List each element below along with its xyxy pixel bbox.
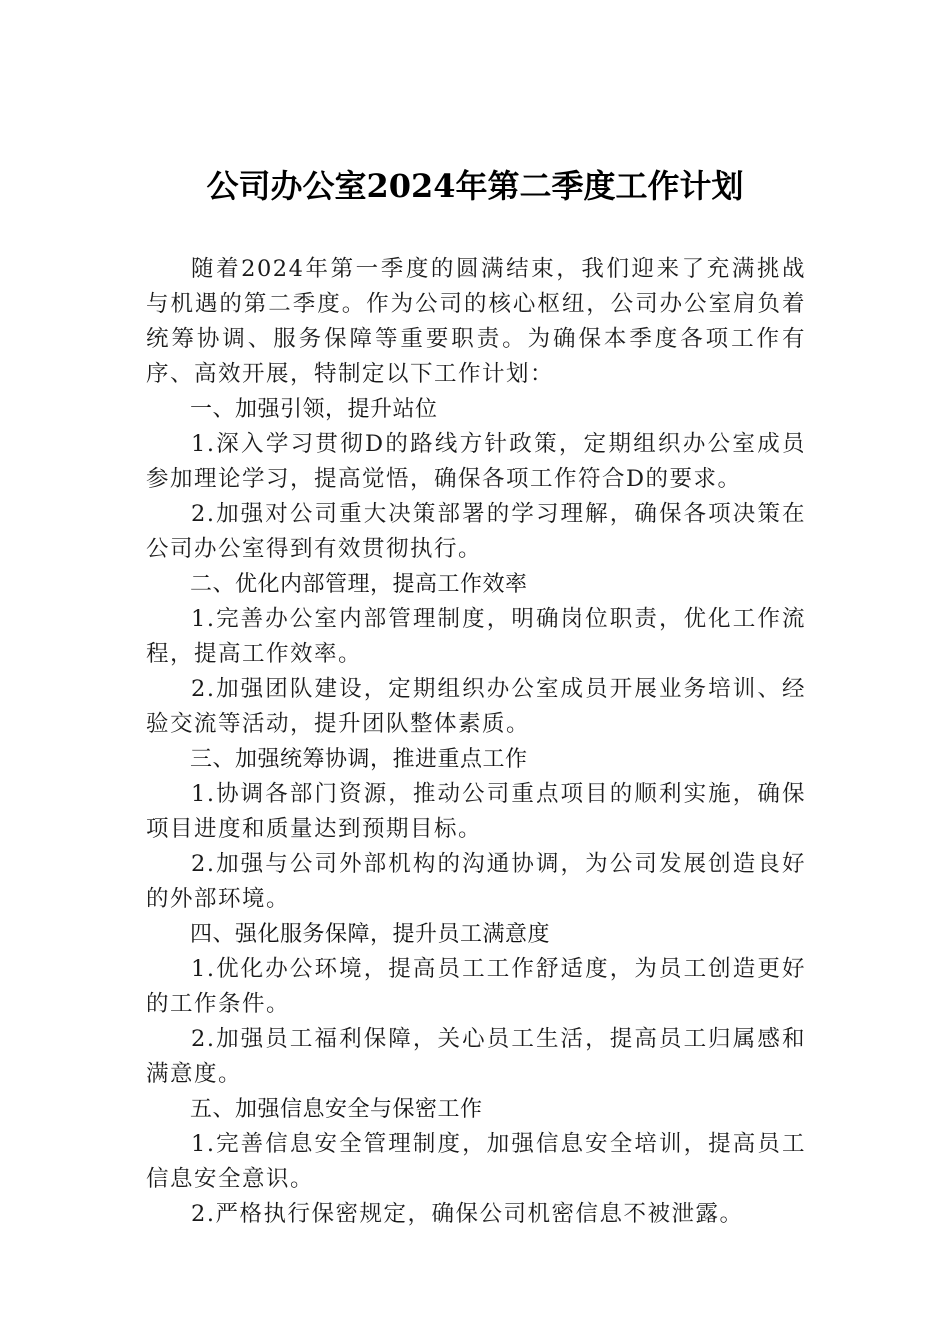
section-item: 2.加强员工福利保障，关心员工生活，提高员工归属感和满意度。: [146, 1026, 806, 1087]
section-item: 1.完善信息安全管理制度，加强信息安全培训，提高员工信息安全意识。: [146, 1131, 806, 1192]
section-heading: 四、强化服务保障，提升员工满意度: [190, 922, 551, 947]
section-item: 2.加强团队建设，定期组织办公室成员开展业务培训、经验交流等活动，提升团队整体素质。: [146, 676, 806, 737]
section-item: 1.深入学习贯彻D的路线方针政策，定期组织办公室成员参加理论学习，提高觉悟，确保各项工作符合D的要求。: [146, 431, 806, 492]
document-body: [146, 252, 806, 1232]
section-item: 1.完善办公室内部管理制度，明确岗位职责，优化工作流程，提高工作效率。: [146, 606, 806, 667]
section-heading: 二、优化内部管理，提高工作效率: [190, 572, 528, 597]
section-item: 2.加强对公司重大决策部署的学习理解，确保各项决策在公司办公室得到有效贯彻执行。: [146, 501, 806, 562]
section-heading: 三、加强统筹协调，推进重点工作: [190, 747, 528, 772]
section-item: 2.严格执行保密规定，确保公司机密信息不被泄露。: [191, 1201, 744, 1227]
document-title: 公司办公室2024年第二季度工作计划: [206, 167, 744, 205]
intro-paragraph: 随着2024年第一季度的圆满结束，我们迎来了充满挑战与机遇的第二季度。作为公司的核心枢纽，公司办公室肩负着统筹协调、服务保障等重要职责。为确保本季度各项工作有序、高效开展，特制定以下工作计划：: [146, 256, 806, 387]
section-item: 1.优化办公环境，提高员工工作舒适度，为员工创造更好的工作条件。: [146, 956, 806, 1017]
section-heading: 五、加强信息安全与保密工作: [190, 1097, 483, 1122]
section-item: 2.加强与公司外部机构的沟通协调，为公司发展创造良好的外部环境。: [146, 851, 806, 912]
section-heading: 一、加强引领，提升站位: [190, 397, 438, 422]
section-item: 1.协调各部门资源，推动公司重点项目的顺利实施，确保项目进度和质量达到预期目标。: [146, 781, 806, 842]
